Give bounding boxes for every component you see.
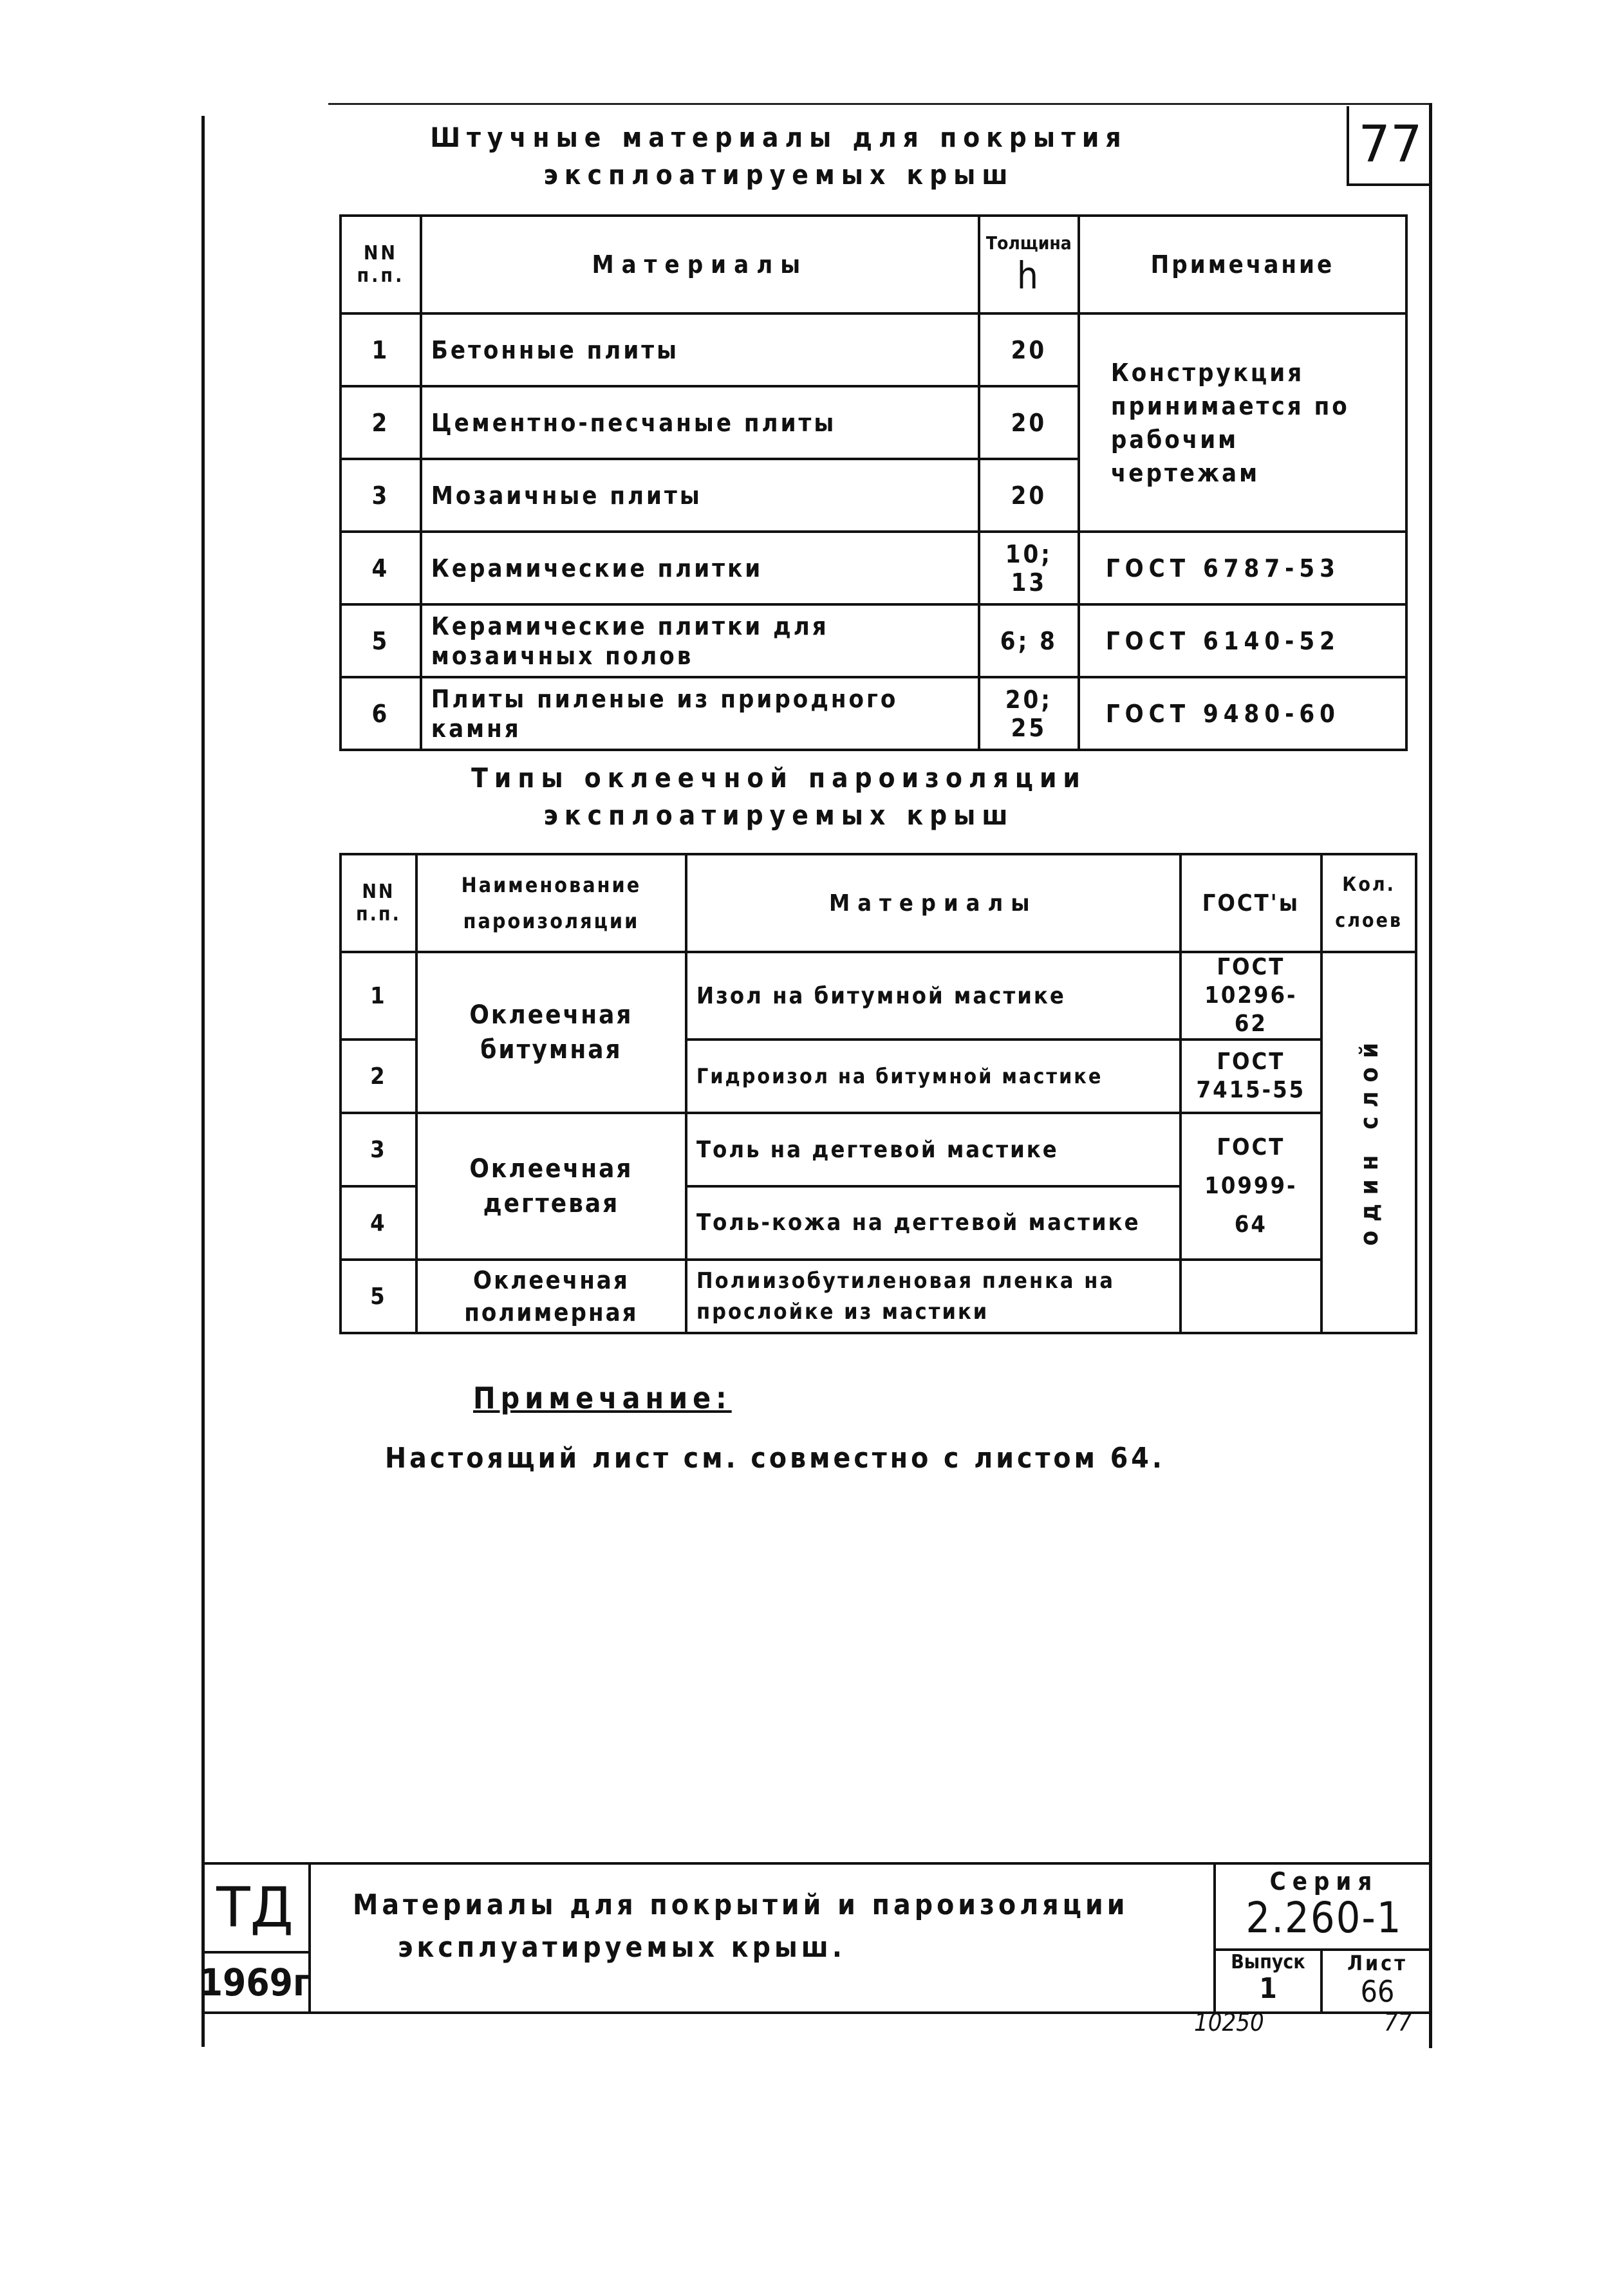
group-cell-polymer: Оклеечная полимерная [416, 1260, 686, 1333]
thickness-cell: 20 [979, 459, 1079, 532]
table-row [341, 677, 1406, 750]
material-cell: Изол на битумной мастике [686, 952, 1181, 1040]
series-label: Серия [1269, 1867, 1379, 1896]
table-row [341, 604, 1406, 677]
layers-value: один слой [1354, 1033, 1383, 1246]
issue-box [1213, 1948, 1323, 2011]
note-cell: ГОСТ 9480-60 [1079, 677, 1406, 750]
table-row [341, 952, 1416, 1040]
page-number: 77 [1347, 106, 1432, 186]
table2-title-line2: эксплоатируемых крыш [543, 799, 1014, 831]
table2-header-layers: Кол. слоев [1321, 854, 1416, 952]
table2-header-name: Наименование пароизоляции [416, 854, 686, 952]
title-block [201, 1862, 1432, 2014]
sheet-box [1323, 1948, 1432, 2011]
org-mark: ТД [201, 1865, 311, 1954]
material-cell: Полиизобутиленовая пленка на прослойке из мастики [686, 1260, 1181, 1333]
thickness-cell: 6; 8 [979, 604, 1079, 677]
thickness-cell: 20 [979, 386, 1079, 459]
table-row [341, 532, 1406, 604]
material-cell: Плиты пиленые из природного камня [421, 677, 979, 750]
table1-header-materials: Материалы [421, 216, 979, 313]
table1-title-line2: эксплоатируемых крыш [543, 159, 1014, 191]
material-cell: Керамические плитки [421, 532, 979, 604]
gost-cell: ГОСТ 10296-62 [1181, 952, 1322, 1040]
drawing-title [353, 1884, 1190, 1969]
table1-header-num: NN п.п. [341, 216, 421, 313]
material-cell: Керамические плитки для мозаичных полов [421, 604, 979, 677]
gost-cell-tar: ГОСТ 10999-64 [1181, 1113, 1322, 1260]
layers-cell [1321, 952, 1416, 1333]
thickness-cell: 20; 25 [979, 677, 1079, 750]
issue-label: Выпуск [1231, 1951, 1305, 1973]
row-number: 5 [341, 1260, 416, 1333]
material-cell: Гидроизол на битумной мастике [686, 1040, 1181, 1113]
series-box [1213, 1865, 1432, 1948]
sheet-label: Лист [1347, 1951, 1408, 1975]
thickness-cell: 20 [979, 313, 1079, 386]
gost-cell: ГОСТ 7415-55 [1181, 1040, 1322, 1113]
row-number: 4 [341, 1186, 416, 1260]
row-number: 6 [341, 677, 421, 750]
drawing-title-line2: эксплуатируемых крыш. [398, 1931, 846, 1964]
frame-top-line [328, 103, 1432, 105]
gost-cell-empty [1181, 1260, 1322, 1333]
row-number: 3 [341, 1113, 416, 1186]
row-number: 2 [341, 1040, 416, 1113]
series-value: 2.260-1 [1246, 1893, 1403, 1943]
table1-title [360, 119, 1197, 194]
table2-title-line1: Типы оклеечной пароизоляции [471, 762, 1087, 794]
group-cell-tar: Оклеечная дегтевая [416, 1113, 686, 1260]
row-number: 1 [341, 952, 416, 1040]
footer-code: 10250 [1194, 2008, 1264, 2037]
material-cell: Толь-кожа на дегтевой мастике [686, 1186, 1181, 1260]
year: 1969г [201, 1954, 311, 2011]
frame-left-line [201, 116, 205, 2047]
table2-header-materials: Материалы [686, 854, 1181, 952]
row-number: 4 [341, 532, 421, 604]
note-cell: ГОСТ 6140-52 [1079, 604, 1406, 677]
table2-title [360, 760, 1197, 834]
note-heading: Примечание: [473, 1381, 732, 1415]
table1-header-thickness [979, 216, 1079, 313]
table-row [341, 1113, 1416, 1186]
table1-title-line1: Штучные материалы для покрытия [430, 122, 1128, 153]
table1-header-row [341, 216, 1406, 313]
material-cell: Толь на дегтевой мастике [686, 1113, 1181, 1186]
sheet-value: 66 [1360, 1974, 1395, 2009]
table2-header-num: NN п.п. [341, 854, 416, 952]
row-number: 3 [341, 459, 421, 532]
material-cell: Бетонные плиты [421, 313, 979, 386]
row-number: 2 [341, 386, 421, 459]
table1-header-thickness-symbol: h [1016, 253, 1041, 297]
footer-page: 77 [1384, 2008, 1412, 2037]
merged-note-cell: Конструкция принимается по рабочим чертежам [1079, 313, 1406, 532]
note-text: Настоящий лист см. совместно с листом 64. [385, 1442, 1165, 1475]
table2-header-row [341, 854, 1416, 952]
table1-header-note: Примечание [1079, 216, 1406, 313]
table-materials [339, 214, 1408, 751]
row-number: 5 [341, 604, 421, 677]
group-cell-bitumen: Оклеечная битумная [416, 952, 686, 1113]
table-row [341, 1260, 1416, 1333]
note-cell: ГОСТ 6787-53 [1079, 532, 1406, 604]
table1-header-thickness-label: Толщина [985, 232, 1072, 254]
thickness-cell: 10; 13 [979, 532, 1079, 604]
material-cell: Цементно-песчаные плиты [421, 386, 979, 459]
issue-value: 1 [1259, 1972, 1277, 2005]
drawing-title-line1: Материалы для покрытий и пароизоляции [353, 1889, 1129, 1921]
material-cell: Мозаичные плиты [421, 459, 979, 532]
table-vapor-barrier [339, 853, 1417, 1334]
table2-header-gost: ГОСТ'ы [1181, 854, 1322, 952]
row-number: 1 [341, 313, 421, 386]
table-row [341, 313, 1406, 386]
frame-right-line [1429, 103, 1432, 2048]
